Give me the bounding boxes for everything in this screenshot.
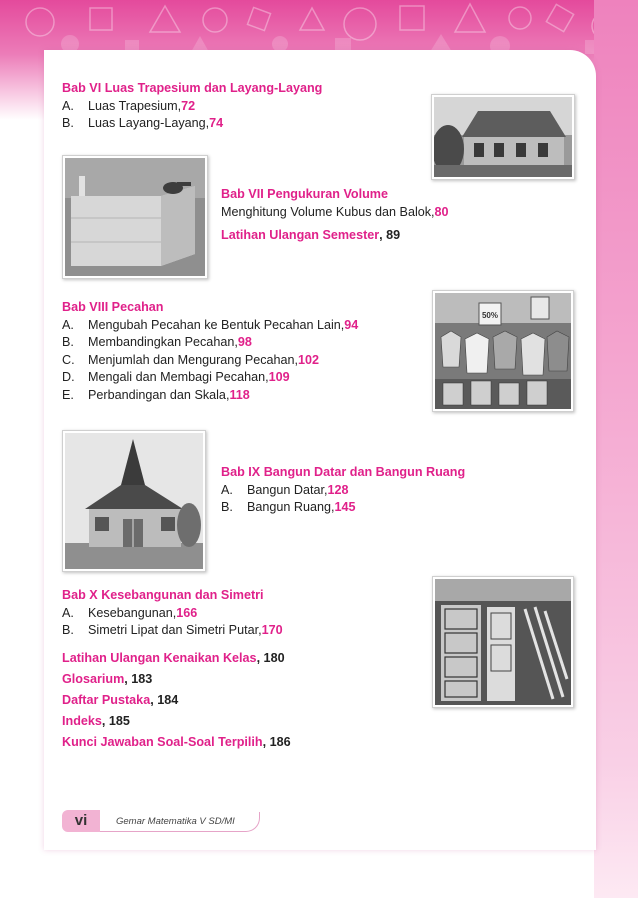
item-page: 145 (334, 500, 356, 514)
bab8-item-d (62, 369, 358, 387)
bab8-title: Bab VIII Pecahan (62, 300, 164, 314)
item-letter: C. (62, 352, 75, 367)
extra-latihan-kenaikan (62, 648, 291, 669)
item-text: Luas Trapesium, (88, 98, 182, 113)
traditional-house-image (65, 433, 203, 569)
bab8-item-c (62, 352, 358, 370)
item-letter: B. (62, 623, 74, 637)
item-letter: A. (62, 98, 74, 113)
item-text: Perbandingan dan Skala, (88, 387, 230, 402)
extra-page: , 186 (262, 735, 291, 749)
item-text: Luas Layang-Layang, (88, 116, 210, 130)
item-page: 74 (209, 116, 224, 130)
frame-shop-image (435, 579, 571, 705)
item-letter: B. (221, 500, 233, 514)
item-page: 72 (181, 98, 196, 113)
extra-page: , 183 (124, 672, 153, 686)
item-text: Menjumlah dan Mengurang Pecahan, (88, 352, 299, 367)
item-text: Bangun Ruang, (247, 500, 335, 514)
extra-kunci-jawaban (62, 732, 291, 753)
item-text: Mengubah Pecahan ke Bentuk Pecahan Lain, (88, 317, 345, 332)
item-letter: A. (221, 482, 233, 497)
item-page: 98 (237, 335, 252, 349)
item-page: 166 (176, 605, 198, 620)
bab7-latihan (221, 227, 449, 245)
bab8-item-e (62, 387, 358, 405)
bab8-item-a (62, 317, 358, 335)
item-text: Kesebangunan, (88, 605, 177, 620)
bab7-title: Bab VII Pengukuran Volume (221, 187, 389, 201)
bab9-title: Bab IX Bangun Datar dan Bangun Ruang (221, 465, 466, 479)
extra-page: , 185 (101, 714, 130, 728)
right-decorative-band (594, 0, 638, 898)
bab10-item-a (62, 605, 283, 623)
extra-page: , 184 (150, 693, 179, 707)
extra-label: Daftar Pustaka (62, 693, 151, 707)
item-text: Mengali dan Membagi Pecahan, (88, 370, 269, 384)
extra-label: Kunci Jawaban Soal-Soal Terpilih (62, 735, 263, 749)
photo-water-tub (62, 155, 208, 279)
bab8-section (62, 299, 358, 404)
item-letter: A. (62, 317, 74, 332)
photo-traditional-house (62, 430, 206, 572)
bab7-item (221, 204, 449, 222)
item-letter: B. (62, 335, 74, 349)
item-text: Menghitung Volume Kubus dan Balok, (221, 204, 435, 219)
item-letter: B. (62, 116, 74, 130)
bab7-section (221, 186, 449, 245)
book-title-footer: Gemar Matematika V SD/MI (100, 812, 260, 832)
photo-clothing-sale (432, 290, 574, 412)
bab8-item-b (62, 334, 358, 352)
sale-sign-text: 50% (481, 311, 499, 320)
bab10-section (62, 587, 283, 640)
latihan-semester-page: , 89 (379, 228, 401, 242)
item-text: Bangun Datar, (247, 482, 328, 497)
photo-frame-shop (432, 576, 574, 708)
item-page: 170 (261, 623, 283, 637)
item-page: 109 (268, 370, 290, 384)
item-text: Membandingkan Pecahan, (88, 335, 238, 349)
page-number: vi (62, 810, 100, 832)
extra-label: Latihan Ulangan Kenaikan Kelas (62, 651, 257, 665)
water-tub-image (65, 158, 205, 276)
bab9-section (221, 464, 465, 517)
item-page: 128 (327, 482, 349, 497)
bab6-item-a (62, 98, 322, 116)
extra-daftar-pustaka (62, 690, 291, 711)
item-page: 80 (434, 204, 449, 219)
clothing-sale-image (435, 293, 571, 409)
item-page: 102 (298, 352, 320, 367)
extra-glosarium (62, 669, 291, 690)
item-text: Simetri Lipat dan Simetri Putar, (88, 623, 262, 637)
item-letter: D. (62, 370, 75, 384)
item-page: 94 (344, 317, 359, 332)
extra-label: Indeks (62, 714, 102, 728)
bab6-section (62, 80, 322, 133)
extra-label: Glosarium (62, 672, 125, 686)
bab6-title: Bab VI Luas Trapesium dan Layang-Layang (62, 81, 323, 95)
extra-page: , 180 (256, 651, 285, 665)
item-letter: A. (62, 605, 74, 620)
item-letter: E. (62, 387, 74, 402)
bab9-item-b (221, 499, 465, 517)
photo-house-roof (431, 94, 575, 180)
item-page: 118 (229, 387, 250, 402)
extras-list (62, 648, 291, 753)
extra-indeks (62, 711, 291, 732)
latihan-semester-label: Latihan Ulangan Semester (221, 228, 380, 242)
bab10-item-b (62, 622, 283, 640)
bab10-title: Bab X Kesebangunan dan Simetri (62, 588, 264, 602)
bab6-item-b (62, 115, 322, 133)
bab9-item-a (221, 482, 465, 500)
house-image (434, 97, 572, 177)
